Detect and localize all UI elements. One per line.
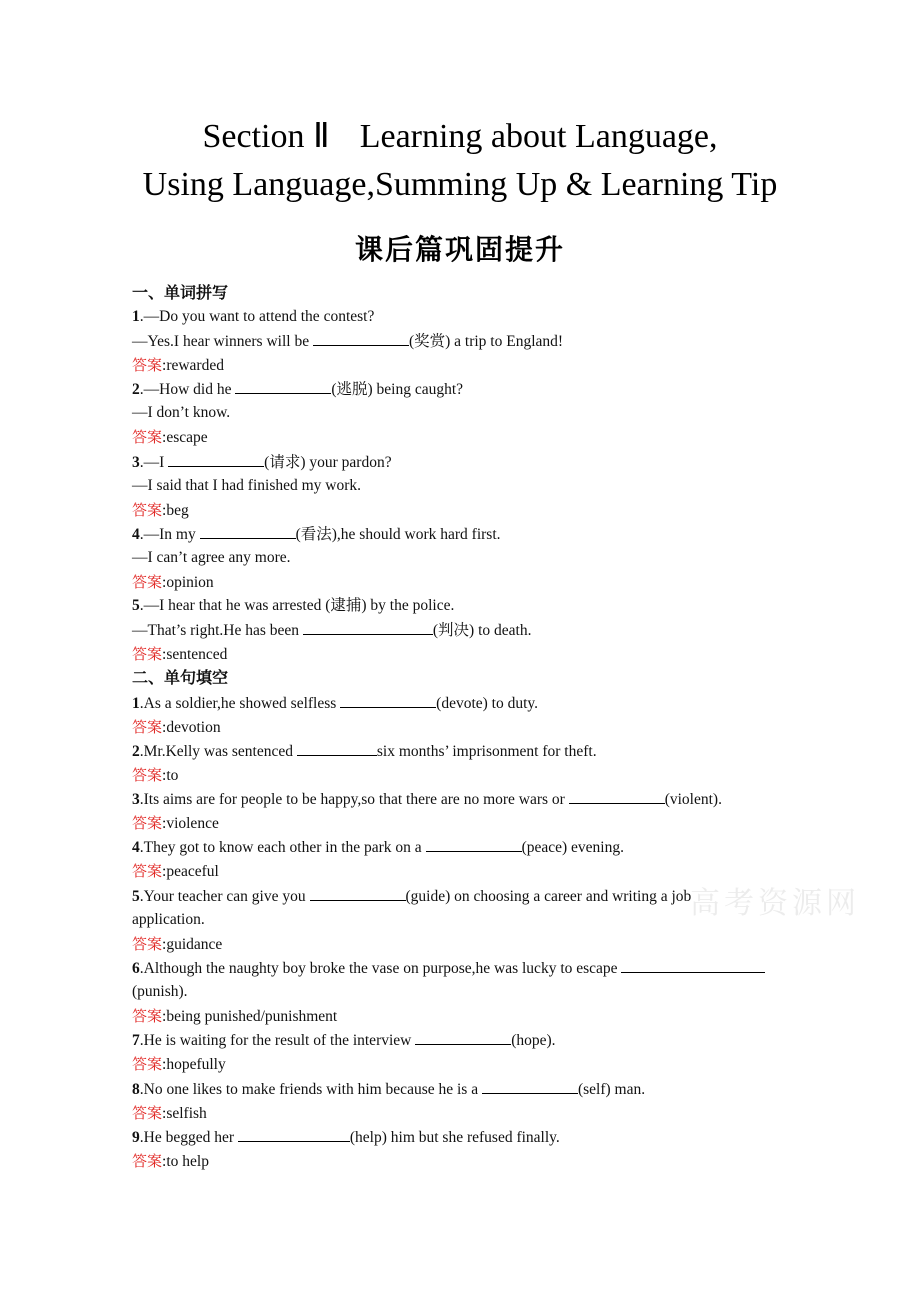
title-line-1: Section Ⅱ Learning about Language, (202, 118, 718, 155)
answer-blank (238, 1125, 350, 1142)
s2-item-7-line: 7.He is waiting for the result of the interview (hope). (132, 1028, 556, 1053)
answer-blank (482, 1077, 578, 1094)
answer-blank (340, 691, 436, 708)
title-line-2: Using Language,Summing Up & Learning Tip (142, 166, 778, 203)
s1-item-4-line-2: —I can’t agree any more. (132, 549, 291, 566)
s2-item-5-answer: 答案:guidance (132, 935, 223, 953)
s1-item-1-line-1: 1.—Do you want to attend the contest? (132, 308, 375, 325)
watermark: 高考资源网 (690, 886, 860, 921)
s2-item-2-answer: 答案:to (132, 766, 179, 784)
s2-item-8-line: 8.No one likes to make friends with him because he is a (self) man. (132, 1077, 645, 1102)
s2-item-5-line-2: application. (132, 911, 205, 928)
answer-blank (168, 450, 264, 467)
s2-item-6-answer: 答案:being punished/punishment (132, 1007, 338, 1025)
s1-item-4-line-1: 4.—In my (看法),he should work hard first. (132, 522, 501, 547)
section2-heading: 二、单句填空 (132, 668, 229, 687)
s1-item-2-line-1: 2.—How did he (逃脱) being caught? (132, 377, 463, 402)
s1-item-1-answer: 答案:rewarded (132, 356, 224, 374)
s2-item-8-answer: 答案:selfish (132, 1104, 207, 1122)
s2-item-6-line-1: 6.Although the naughty boy broke the vase on purpose,he was lucky to escape (132, 956, 765, 981)
s2-item-1-answer: 答案:devotion (132, 718, 221, 736)
s1-item-3-line-1: 3.—I (请求) your pardon? (132, 450, 392, 475)
section1-heading: 一、单词拼写 (132, 283, 229, 302)
subtitle: 课后篇巩固提升 (354, 233, 565, 266)
s2-item-6-line-2: (punish). (132, 983, 188, 1000)
answer-blank (297, 739, 377, 756)
s1-item-2-answer: 答案:escape (132, 428, 208, 446)
s2-item-4-answer: 答案:peaceful (132, 862, 219, 880)
answer-blank (313, 329, 409, 346)
s1-item-3-answer: 答案:beg (132, 501, 189, 519)
s2-item-9-answer: 答案:to help (132, 1152, 209, 1170)
answer-blank (415, 1028, 511, 1045)
s1-item-5-line-1: 5.—I hear that he was arrested (逮捕) by the police. (132, 597, 455, 614)
s1-item-5-line-2: —That’s right.He has been (判决) to death. (132, 618, 531, 643)
s1-item-4-answer: 答案:opinion (132, 573, 214, 591)
s1-item-1-line-2: —Yes.I hear winners will be (奖赏) a trip to England! (132, 329, 563, 354)
s2-item-3-line: 3.Its aims are for people to be happy,so that there are no more wars or (violent). (132, 787, 722, 812)
answer-blank (235, 377, 331, 394)
answer-blank (200, 522, 296, 539)
s2-item-4-line: 4.They got to know each other in the park on a (peace) evening. (132, 835, 624, 860)
s2-item-9-line: 9.He begged her (help) him but she refused finally. (132, 1125, 560, 1150)
s2-item-5-line-1: 5.Your teacher can give you (guide) on choosing a career and writing a job (132, 884, 691, 909)
s2-item-2-line: 2.Mr.Kelly was sentenced six months’ imprisonment for theft. (132, 739, 597, 764)
answer-blank (621, 956, 765, 973)
s2-item-7-answer: 答案:hopefully (132, 1055, 226, 1073)
s2-item-1-line: 1.As a soldier,he showed selfless (devote) to duty. (132, 691, 538, 716)
s1-item-3-line-2: —I said that I had finished my work. (132, 477, 362, 494)
s1-item-2-line-2: —I don’t know. (132, 404, 231, 421)
s2-item-3-answer: 答案:violence (132, 814, 219, 832)
answer-blank (426, 835, 522, 852)
answer-blank (310, 884, 406, 901)
answer-blank (569, 787, 665, 804)
s1-item-5-answer: 答案:sentenced (132, 645, 228, 663)
answer-blank (303, 618, 433, 635)
